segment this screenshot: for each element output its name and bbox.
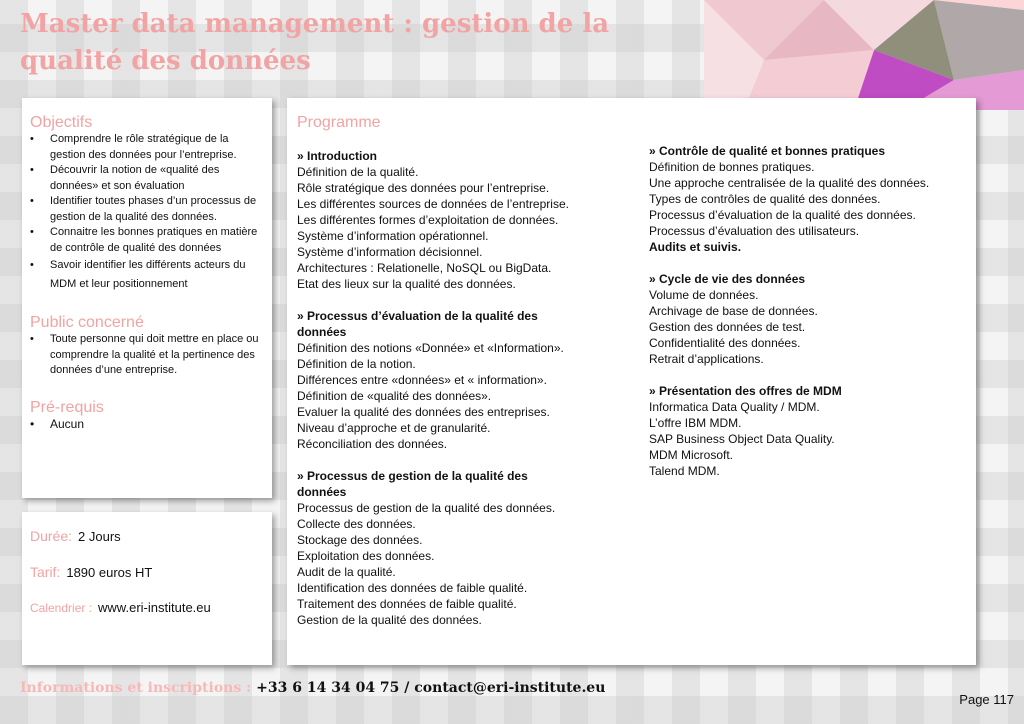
section-heading: » Processus d’évaluation de la qualité des données xyxy=(297,309,538,339)
programme-line: Types de contrôles de qualité des données. xyxy=(649,192,881,206)
price-row xyxy=(30,564,264,600)
programme-line: Stockage des données. xyxy=(297,533,423,547)
objectives-panel xyxy=(22,98,272,498)
programme-line: SAP Business Object Data Quality. xyxy=(649,432,835,446)
programme-line: Réconciliation des données. xyxy=(297,437,448,451)
programme-panel xyxy=(287,98,976,665)
programme-line: Retrait d’applications. xyxy=(649,352,764,366)
programme-line: Gestion des données de test. xyxy=(649,320,806,334)
programme-line: Archivage de base de données. xyxy=(649,304,818,318)
programme-line: Définition des notions «Donnée» et «Information». xyxy=(297,341,564,355)
programme-line: Processus de gestion de la qualité des données. xyxy=(297,501,556,515)
programme-line-bold: Audits et suivis. xyxy=(649,240,742,254)
programme-column-1 xyxy=(297,148,607,628)
duration-value: 2 Jours xyxy=(78,529,121,544)
calendar-row xyxy=(30,600,264,636)
calendar-link[interactable]: www.eri-institute.eu xyxy=(98,600,211,615)
public-list xyxy=(30,332,264,379)
objectives-list xyxy=(30,132,264,294)
list-item: • Connaitre les bonnes pratiques en matière de contrôle de qualité des données xyxy=(30,225,264,256)
programme-line: Définition de la qualité. xyxy=(297,165,419,179)
programme-line: Traitement des données de faible qualité. xyxy=(297,597,517,611)
decorative-polygon-graphic xyxy=(704,0,1024,110)
page-number: Page 117 xyxy=(959,692,1014,707)
programme-line: Les différentes sources de données de l’entreprise. xyxy=(297,197,569,211)
programme-line: Identification des données de faible qualité. xyxy=(297,581,528,595)
footer-contact-details[interactable]: +33 6 14 34 04 75 / contact@eri-institute.eu xyxy=(256,680,606,696)
section-heading: » Contrôle de qualité et bonnes pratiques xyxy=(649,144,886,158)
programme-line: Volume de données. xyxy=(649,288,759,302)
programme-title: Programme xyxy=(297,114,381,131)
list-item: • Aucun xyxy=(30,417,264,433)
prerequis-title: Pré-requis xyxy=(30,398,104,416)
programme-line: Exploitation des données. xyxy=(297,549,435,563)
section-heading: » Cycle de vie des données xyxy=(649,272,806,286)
section-heading: » Processus de gestion de la qualité des données xyxy=(297,469,528,499)
calendar-label: Calendrier : xyxy=(30,601,93,615)
programme-line: Confidentialité des données. xyxy=(649,336,801,350)
programme-line: Différences entre «données» et « information». xyxy=(297,373,547,387)
price-label: Tarif: xyxy=(30,564,61,580)
programme-line: Définition de la notion. xyxy=(297,357,416,371)
section-heading: » Présentation des offres de MDM xyxy=(649,384,842,398)
programme-line: Système d’information opérationnel. xyxy=(297,229,489,243)
programme-line: Architectures : Relationelle, NoSQL ou BigData. xyxy=(297,261,552,275)
programme-line: Gestion de la qualité des données. xyxy=(297,613,482,627)
list-item: • Savoir identifier les différents acteurs du MDM et leur positionnement xyxy=(30,256,264,294)
programme-line: Audit de la qualité. xyxy=(297,565,396,579)
programme-line: Processus d’évaluation des utilisateurs. xyxy=(649,224,860,238)
footer-contact xyxy=(20,680,605,696)
programme-line: Evaluer la qualité des données des entreprises. xyxy=(297,405,550,419)
duration-label: Durée: xyxy=(30,528,73,544)
list-item: • Identifier toutes phases d’un processus de gestion de la qualité des données. xyxy=(30,194,264,225)
section-heading: » Introduction xyxy=(297,149,377,163)
page-title: Master data management : gestion de la qualité des données xyxy=(20,9,610,76)
prerequis-list xyxy=(30,417,264,433)
course-info-panel xyxy=(22,512,272,665)
programme-line: Une approche centralisée de la qualité des données. xyxy=(649,176,930,190)
programme-line: MDM Microsoft. xyxy=(649,448,733,462)
list-item: • Toute personne qui doit mettre en place ou comprendre la qualité et la pertinence des données d’une entreprise. xyxy=(30,332,264,379)
programme-line: Niveau d’approche et de granularité. xyxy=(297,421,491,435)
programme-line: Etat des lieux sur la qualité des données. xyxy=(297,277,516,291)
public-title: Public concerné xyxy=(30,314,144,331)
footer-label: Informations et inscriptions : xyxy=(20,680,252,696)
programme-line: Processus d’évaluation de la qualité des données. xyxy=(649,208,916,222)
list-item: • Découvrir la notion de «qualité des données» et son évaluation xyxy=(30,163,264,194)
programme-line: Rôle stratégique des données pour l’entreprise. xyxy=(297,181,550,195)
programme-line: Collecte des données. xyxy=(297,517,416,531)
price-value: 1890 euros HT xyxy=(66,565,153,580)
programme-column-2 xyxy=(649,143,969,479)
programme-line: Système d’information décisionnel. xyxy=(297,245,483,259)
duration-row xyxy=(30,528,264,564)
programme-line: L’offre IBM MDM. xyxy=(649,416,742,430)
programme-line: Les différentes formes d’exploitation de données. xyxy=(297,213,559,227)
objectives-title: Objectifs xyxy=(30,114,93,131)
programme-line: Informatica Data Quality / MDM. xyxy=(649,400,820,414)
programme-line: Talend MDM. xyxy=(649,464,720,478)
programme-line: Définition de bonnes pratiques. xyxy=(649,160,815,174)
programme-line: Définition de «qualité des données». xyxy=(297,389,492,403)
list-item: • Comprendre le rôle stratégique de la gestion des données pour l’entreprise. xyxy=(30,132,264,163)
